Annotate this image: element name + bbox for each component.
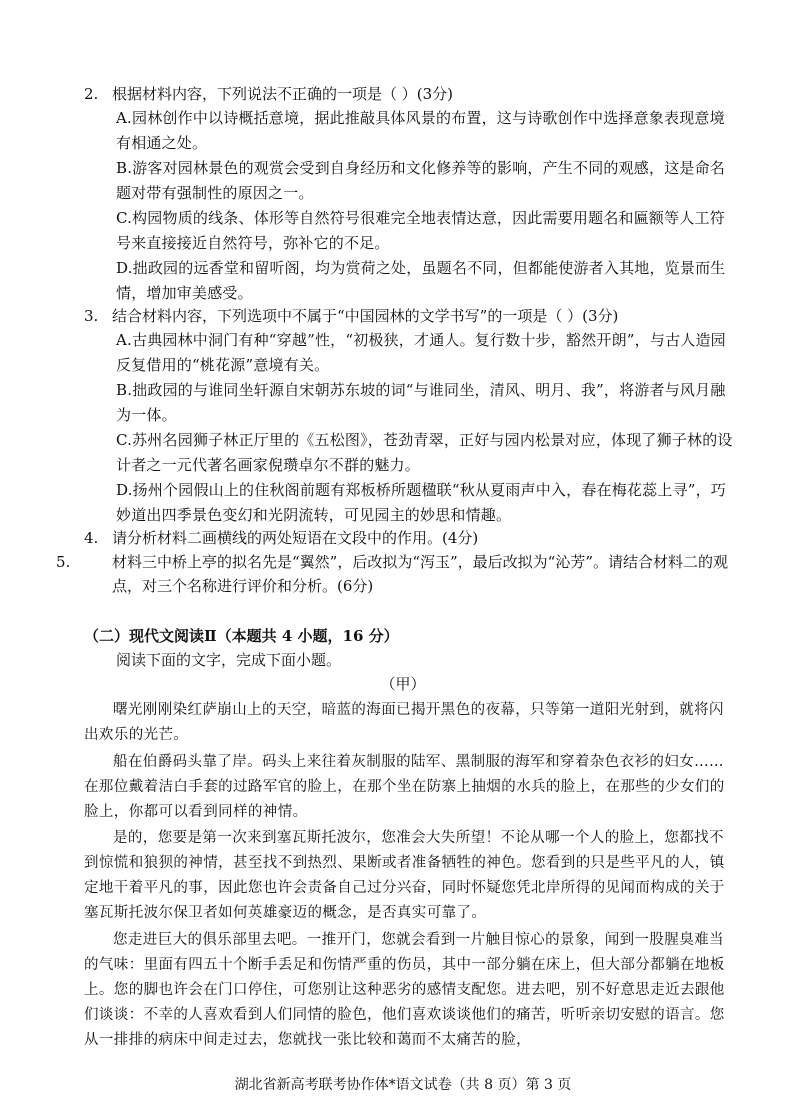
option-3a: A.古典园林中洞门有种“穿越”性，“初极狭，才通人。复行数十步，豁然开朗”，与古人造园反复借用的“桃花源”意境有关。: [116, 331, 726, 374]
question-stem: 请分析材料二画横线的两处短语在文段中的作用。(4分): [112, 529, 479, 547]
question-2: [84, 82, 734, 106]
passage-title: （甲）: [380, 675, 426, 693]
question-4: [84, 526, 734, 550]
question-number: 5.: [56, 553, 71, 571]
passage-paragraph-3: 是的，您要是第一次来到塞瓦斯托波尔，您准会大失所望！不论从哪一个人的脸上，您都找不到惊慌和狼狈的神情，甚至找不到热烈、果断或者准备牺牲的神色。您看到的只是些平凡的人，镇定地干着平凡的事，因此您也许会责备自己过分兴奋，同时怀疑您凭北岸所得的见闻而构成的关于塞瓦斯托波尔保卫者如何英雄豪迈的概念，是否真实可靠了。: [84, 830, 725, 921]
option-2b: B.游客对园林景色的观赏会受到自身经历和文化修养等的影响，产生不同的观感，这是命名题对带有强制性的原因之一。: [116, 159, 725, 202]
question-number: 2.: [84, 85, 99, 103]
section-title: （二）现代文阅读Ⅱ（本题共 4 小题，16 分）: [84, 627, 399, 645]
passage-paragraph-4: 您走进巨大的俱乐部里去吧。一推开门，您就会看到一片触目惊心的景象，闻到一股腥臭难当的气味：里面有四五十个断手丢足和伤情严重的伤员，其中一部分躺在床上，但大部分都躺在地板上。您的脚也许会在门口停住，可您别让这种恶劣的感情支配您。进去吧，别不好意思走近去跟他们谈谈：不幸的人喜欢看到人们同情的脸色，他们喜欢谈谈他们的痛苦，听听亲切安慰的语言。您从一排排的病床中间走过去，您就找一张比较和蔼而不太痛苦的脸，: [84, 932, 725, 1048]
question-stem: 材料三中桥上亭的拟名先是“翼然”，后改拟为“泻玉”，最后改拟为“沁芳”。请结合材料二的观点，对三个名称进行评价和分析。(6分): [112, 553, 729, 595]
question-5: [56, 550, 734, 598]
passage-paragraph-2: 船在伯爵码头靠了岸。码头上来往着灰制服的陆军、黑制服的海军和穿着杂色衣衫的妇女……在那位戴着洁白手套的过路军官的脸上，在那个坐在防寨上抽烟的水兵的脸上，在那些的少女们的脸上，你都可以看到同样的神情。: [84, 754, 725, 820]
option-3d: D.扬州个园假山上的住秋阁前题有郑板桥所题楹联“秋从夏雨声中入，春在梅花蕊上寻”，巧妙道出四季景色变幻和光阴流转，可见园主的妙思和情趣。: [116, 481, 727, 524]
option-3c: C.苏州名园狮子林正厅里的《五松图》，苍劲青翠，正好与园内松景对应，体现了狮子林的设计者之一元代著名画家倪瓒卓尔不群的魅力。: [116, 431, 733, 474]
passage-paragraph-1: 曙光刚刚染红萨崩山上的天空，暗蓝的海面已揭开黑色的夜幕，只等第一道阳光射到，就将闪出欢乐的光芒。: [84, 702, 724, 743]
question-stem: 结合材料内容，下列选项中不属于“中国园林的文学书写”的一项是（ ）(3分): [112, 307, 619, 325]
option-2d: D.拙政园的远香堂和留听阁，均为赏荷之处，虽题名不同，但都能使游者入其地，览景而生情，增加审美感受。: [116, 259, 726, 302]
option-2a: A.园林创作中以诗概括意境，据此推敲具体风景的布置，这与诗歌创作中选择意象表现意境有相通之处。: [116, 109, 725, 152]
option-2c: C.构园物质的线条、体形等自然符号很难完全地表情达意，因此需要用题名和匾额等人工符号来直接接近自然符号，弥补它的不足。: [116, 209, 725, 252]
question-3: [84, 304, 734, 328]
question-stem: 根据材料内容，下列说法不正确的一项是（ ）(3分): [112, 85, 454, 103]
page-footer: 湖北省新高考联考协作体*语文试卷（共 8 页）第 3 页: [234, 1077, 572, 1093]
question-number: 4.: [84, 529, 99, 547]
question-number: 3.: [84, 307, 99, 325]
section-instruction: 阅读下面的文字，完成下面小题。: [116, 651, 342, 669]
option-3b: B.拙政园的与谁同坐轩源自宋朝苏东坡的词“与谁同坐，清风、明月、我”，将游者与风月融为一体。: [116, 381, 726, 424]
